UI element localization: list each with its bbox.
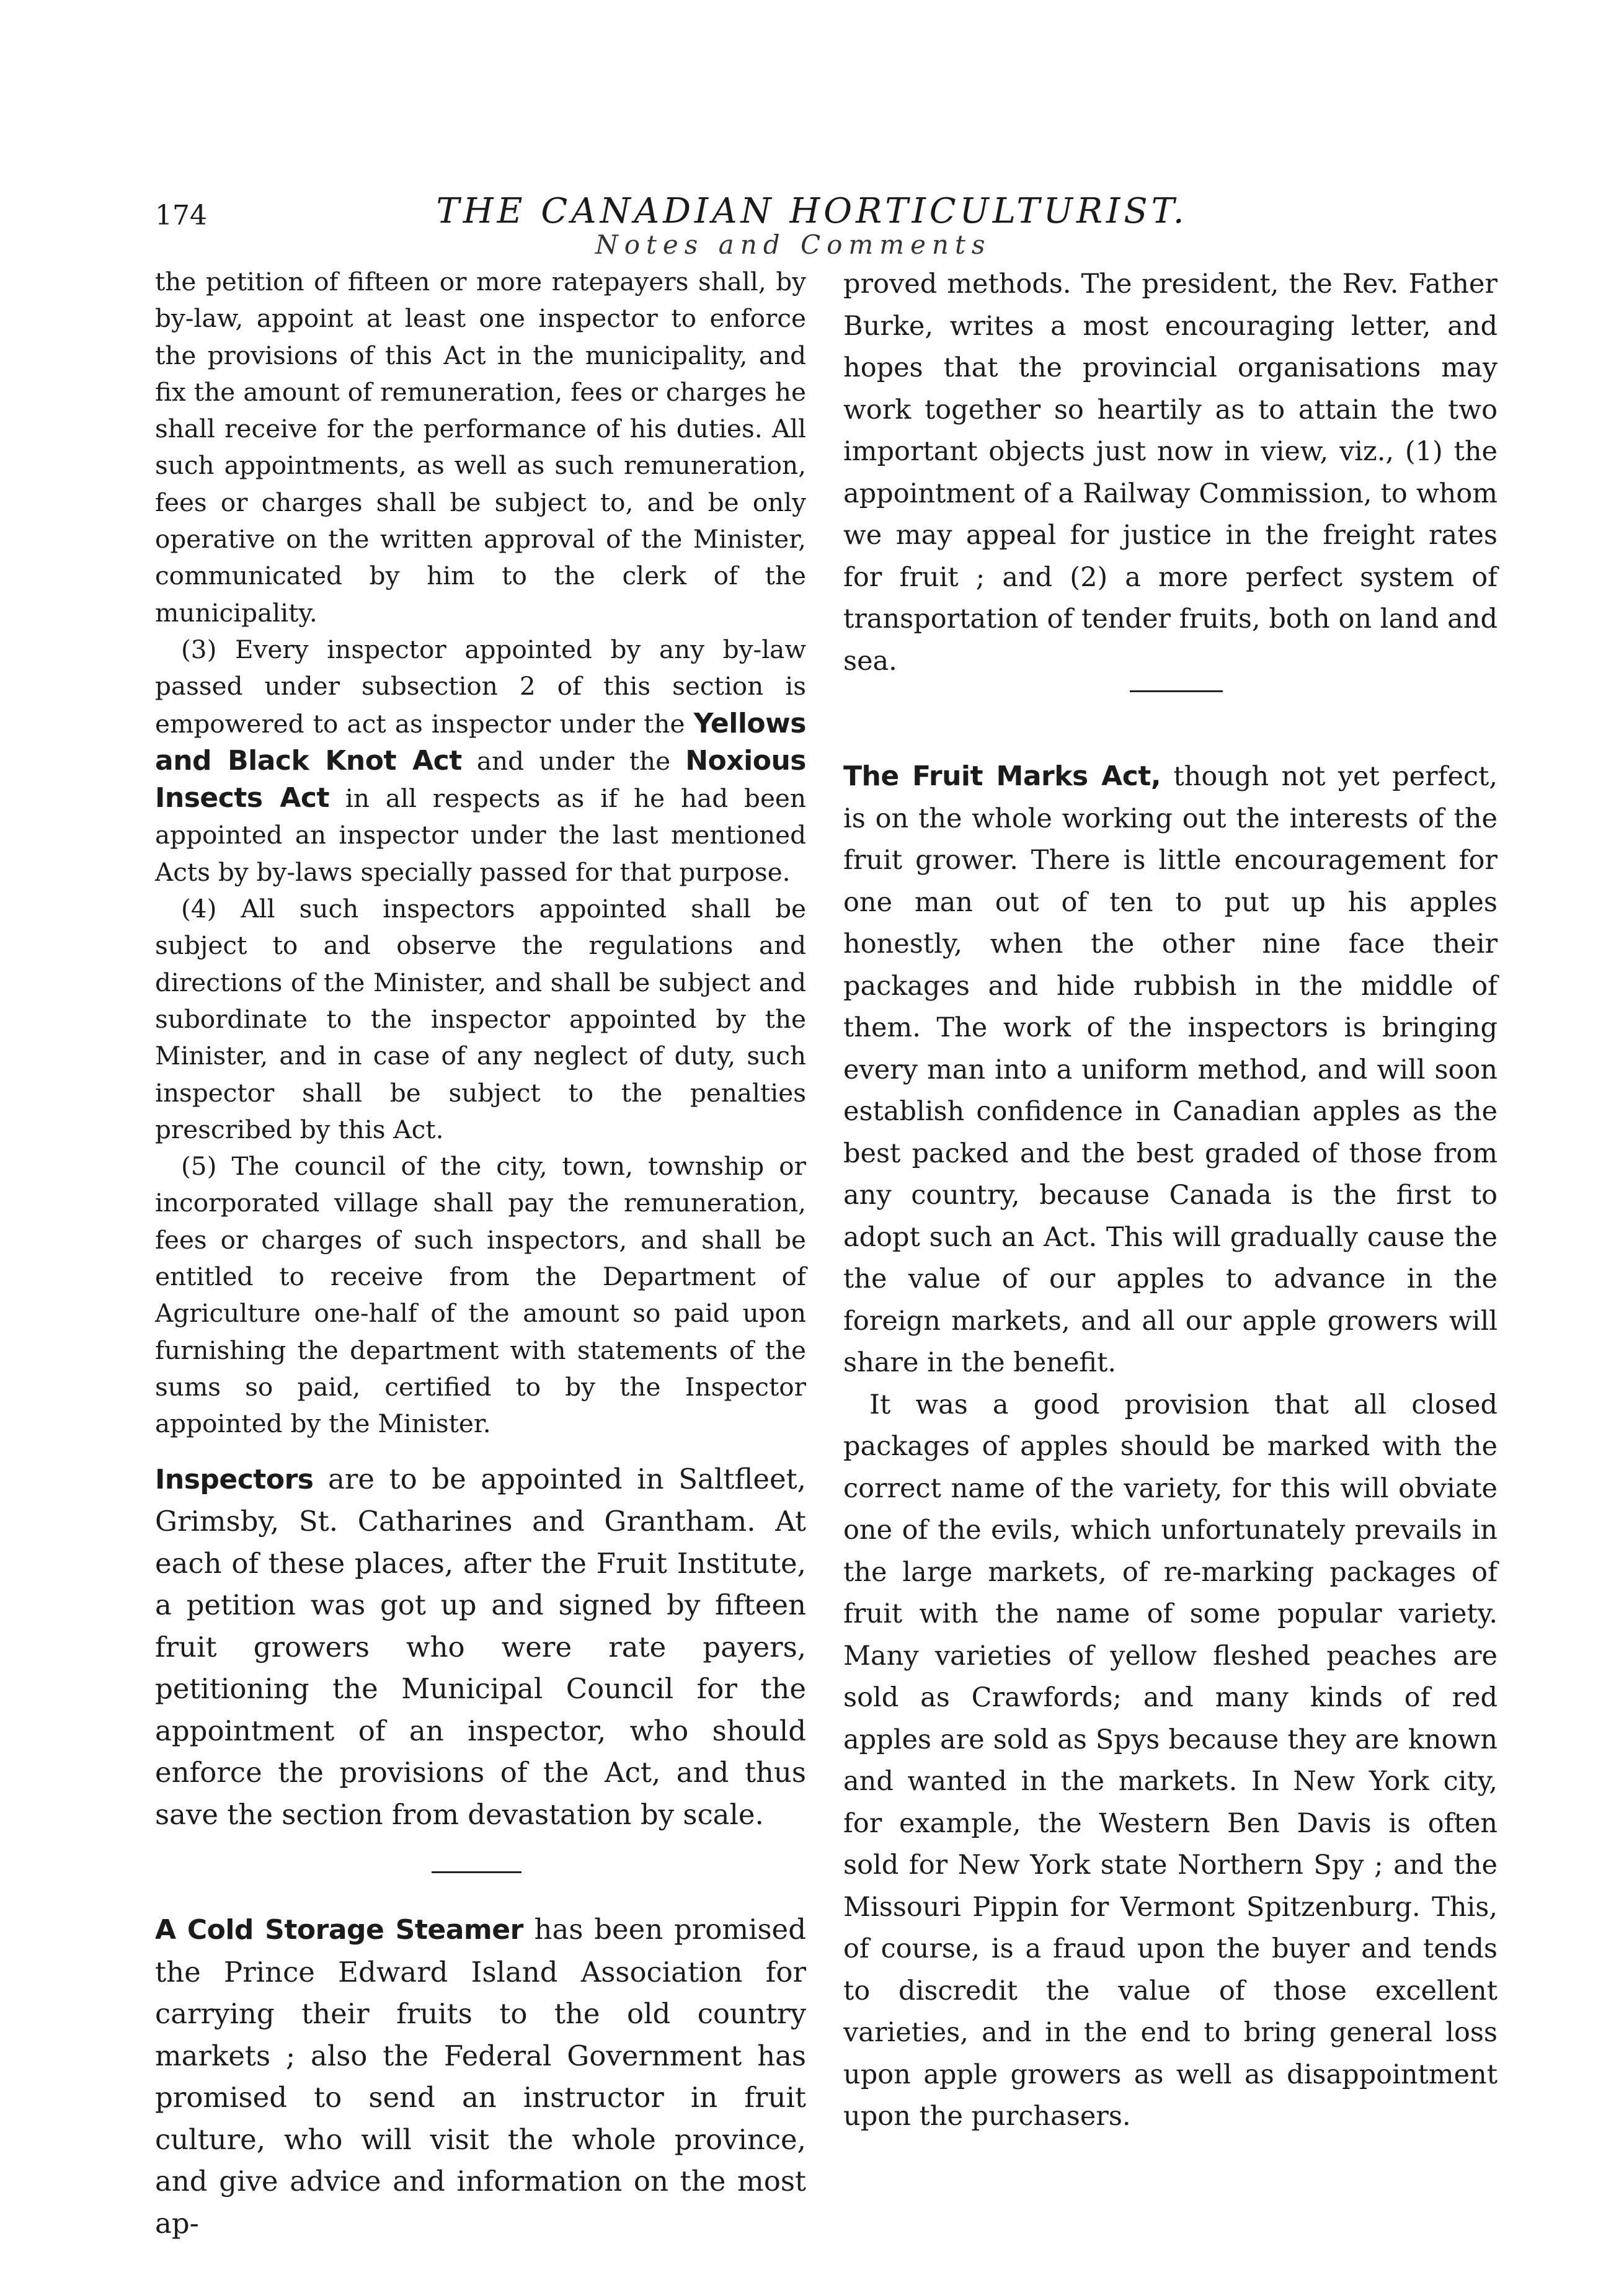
continued-paragraph: proved methods. The president, the Rev. Father Burke, writes a most encouraging letter, and hopes that the provincial organisations may work together so heartily as to attain the two important objects just now in view, viz., (1) the appointment of a Railway Commission, to whom we may appeal for justice in the freight rates for fruit ; and (2) a more perfect system of transportation of tender fruits, both on land and sea. xyxy=(843,269,1498,677)
subsection-3-text-start: (3) Every inspector appointed by any by-law passed under subsection 2 of this section is empowered to act as inspector under the xyxy=(155,634,806,739)
fruit-marks-text: though not yet perfect, is on the whole working out the interests of the fruit grower. There is little encouragement for one man out of ten to put up his apples honestly, when the other nine face their packages and hide rubbish in the middle of them. The work of the inspectors is bringing every man into a uniform method, and will soon establish confidence in Canadian apples as the best packed and the best graded of those from any country, because Canada is the first to adopt such an Act. This will gradually cause the the value of our apples to advance in the foreign markets, and all our apple growers will share in the benefit. xyxy=(843,761,1498,1378)
fruit-marks-heading: The Fruit Marks Act, xyxy=(843,760,1161,792)
inspectors-text: are to be appointed in Saltfleet, Grimsby, St. Catharines and Grantham. At each of these places, after the Fruit Institute, a petition was got up and signed by fifteen fruit growers who were rate payers, petitioning the Municipal Council for the appointment of an inspector, who should enforce the provisions of the Act, and thus save the section from devastation by scale. xyxy=(155,1462,806,1831)
noxious-insects-act-name: Noxious Insects Act xyxy=(155,744,806,814)
subsection-5-paragraph: (5) The council of the city, town, township or incorporated village shall pay the remuneration, fees or charges of such inspectors, and shall be entitled to receive from the Department of Agriculture one-half of the amount so paid upon furnishing the department with statements of the sums so paid, certified to by the Inspector appointed by the Minister. xyxy=(155,1151,806,1439)
handwritten-note: Notes and Comments xyxy=(595,229,992,260)
variety-marking-paragraph: It was a good provision that all closed packages of apples should be marked with the correct name of the variety, for this will obviate one of the evils, which unfortunately prevails in the large markets, of re-marking packages of fruit with the name of some popular variety. Many varieties of yellow fleshed peaches are sold as Crawfords; and many kinds of red apples are sold as Spys because they are known and wanted in the markets. In New York city, for example, the Western Ben Davis is often sold for New York state Northern Spy ; and the Missouri Pippin for Vermont Spitzenburg. This, of course, is a fraud upon the buyer and tends to discredit the value of those excellent varieties, and in the end to bring general loss upon apple growers as well as disappointment upon the purchasers. xyxy=(843,1389,1498,2132)
subsection-3-text-end: in all respects as if he had been appointed an inspector under the last mentioned Acts by by-laws specially passed for that purpose. xyxy=(155,783,806,887)
right-column xyxy=(843,264,1498,2138)
subsection-3-paragraph xyxy=(155,631,806,891)
subsection-4-paragraph: (4) All such inspectors appointed shall be subject to and observe the regulations and directions of the Minister, and shall be subject and subordinate to the inspector appointed by the Minister, and in case of any neglect of duty, such inspector shall be subject to the penalties prescribed by this Act. xyxy=(155,894,806,1144)
cold-storage-text: has been promised the Prince Edward Island Association for carrying their fruits to the old country markets ; also the Federal Government has promised to send an instructor in fruit culture, who will visit the whole province, and give advice and information on the most ap- xyxy=(155,1913,806,2240)
running-title: THE CANADIAN HORTICULTURIST. xyxy=(436,191,1188,231)
yellows-act-name: Yellows and Black Knot Act xyxy=(155,707,806,777)
inspectors-paragraph xyxy=(155,1458,806,1836)
cold-storage-heading: A Cold Storage Steamer xyxy=(155,1914,523,1946)
section-divider-right xyxy=(1130,690,1223,692)
inspectors-heading: Inspectors xyxy=(155,1463,314,1495)
petition-paragraph: the petition of fifteen or more ratepayers shall, by by-law, appoint at least one inspector to enforce the provisions of this Act in the municipality, and fix the amount of remuneration, fees or charges he shall receive for the performance of his duties. All such appointments, as well as such remuneration, fees or charges shall be subject to, and be only operative on the written approval of the Minister, communicated by him to the clerk of the municipality. xyxy=(155,267,806,628)
cold-storage-paragraph xyxy=(155,1909,806,2244)
page-number: 174 xyxy=(155,200,207,231)
section-divider-left xyxy=(432,1871,521,1873)
fruit-marks-paragraph xyxy=(843,755,1498,1384)
left-column xyxy=(155,264,806,2244)
subsection-3-text-mid: and under the xyxy=(461,746,686,776)
